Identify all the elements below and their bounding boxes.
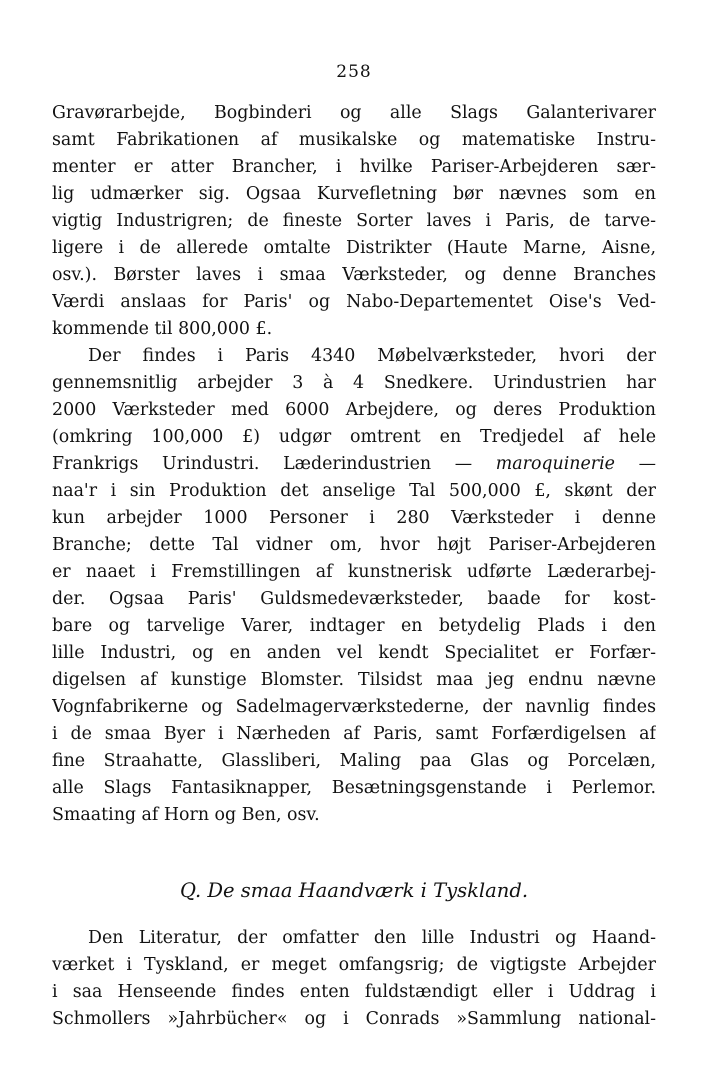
text-line: lille Industri, og en anden vel kendt Specialitet er Forfær-	[52, 643, 656, 663]
text-line: Vognfabrikerne og Sadelmagerværkstederne, der navnlig findes	[52, 697, 656, 717]
text-line	[52, 451, 656, 478]
text-line: fine Straahatte, Glassliberi, Maling paa Glas og Porcelæn,	[52, 751, 656, 771]
paragraph-1	[52, 100, 656, 343]
text-line: osv.). Børster laves i smaa Værksteder, og denne Branches	[52, 265, 656, 285]
text-line: Værdi anslaas for Paris' og Nabo-Departementet Oise's Ved-	[52, 292, 656, 312]
text-line: menter er atter Brancher, i hvilke Pariser-Arbejderen sær-	[52, 157, 656, 177]
text-line: kommende til 800,000 £.	[52, 319, 273, 339]
text-line: i saa Henseende findes enten fuldstændigt eller i Uddrag i	[52, 982, 656, 1002]
text-line: kun arbejder 1000 Personer i 280 Værksteder i denne	[52, 508, 656, 528]
line-text: Frankrigs Urindustri. Læderindustrien —	[52, 454, 496, 474]
book-page	[52, 0, 656, 1065]
text-line: er naaet i Fremstillingen af kunstnerisk udførte Læderarbej-	[52, 562, 656, 582]
text-line: der. Ogsaa Paris' Guldsmedeværksteder, baade for kost-	[52, 589, 656, 609]
text-line: værket i Tyskland, er meget omfangsrig; de vigtigste Arbejder	[52, 955, 656, 975]
text-line: (omkring 100,000 £) udgør omtrent en Tredjedel af hele	[52, 427, 656, 447]
text-line: alle Slags Fantasiknapper, Besætningsgenstande i Perlemor.	[52, 778, 656, 798]
text-line: lig udmærker sig. Ogsaa Kurvefletning bør nævnes som en	[52, 184, 656, 204]
text-line: Branche; dette Tal vidner om, hvor højt Pariser-Arbejderen	[52, 535, 656, 555]
section-heading: Q. De smaa Haandværk i Tyskland.	[179, 879, 529, 902]
text-line: Smaating af Horn og Ben, osv.	[52, 805, 320, 825]
text-line: Gravørarbejde, Bogbinderi og alle Slags Galanterivarer	[52, 103, 656, 123]
text-line: naa'r i sin Produktion det anselige Tal 500,000 £, skønt der	[52, 481, 656, 501]
text-line: samt Fabrikationen af musikalske og matematiske Instru-	[52, 130, 656, 150]
text-line: vigtig Industrigren; de fineste Sorter laves i Paris, de tarve-	[52, 211, 656, 231]
text-line: digelsen af kunstige Blomster. Tilsidst maa jeg endnu nævne	[52, 670, 656, 690]
page-number: 258	[336, 62, 372, 82]
text-line: gennemsnitlig arbejder 3 à 4 Snedkere. Urindustrien har	[52, 373, 656, 393]
text-line: 2000 Værksteder med 6000 Arbejdere, og deres Produktion	[52, 400, 656, 420]
text-line: ligere i de allerede omtalte Distrikter (Haute Marne, Aisne,	[52, 238, 656, 258]
text-line: bare og tarvelige Varer, indtager en betydelig Plads i den	[52, 616, 656, 636]
text-line: i de smaa Byer i Nærheden af Paris, samt Forfærdigelsen af	[52, 724, 656, 744]
text-line: Schmollers »Jahrbücher« og i Conrads »Sammlung national-	[52, 1009, 656, 1029]
paragraph-2	[52, 343, 656, 829]
line-text: —	[614, 454, 656, 474]
italic-term: maroquinerie	[495, 454, 615, 474]
text-line: Der findes i Paris 4340 Møbelværksteder, hvori der	[88, 346, 656, 366]
text-line: Den Literatur, der omfatter den lille Industri og Haand-	[88, 928, 656, 948]
paragraph-3	[52, 925, 656, 1033]
